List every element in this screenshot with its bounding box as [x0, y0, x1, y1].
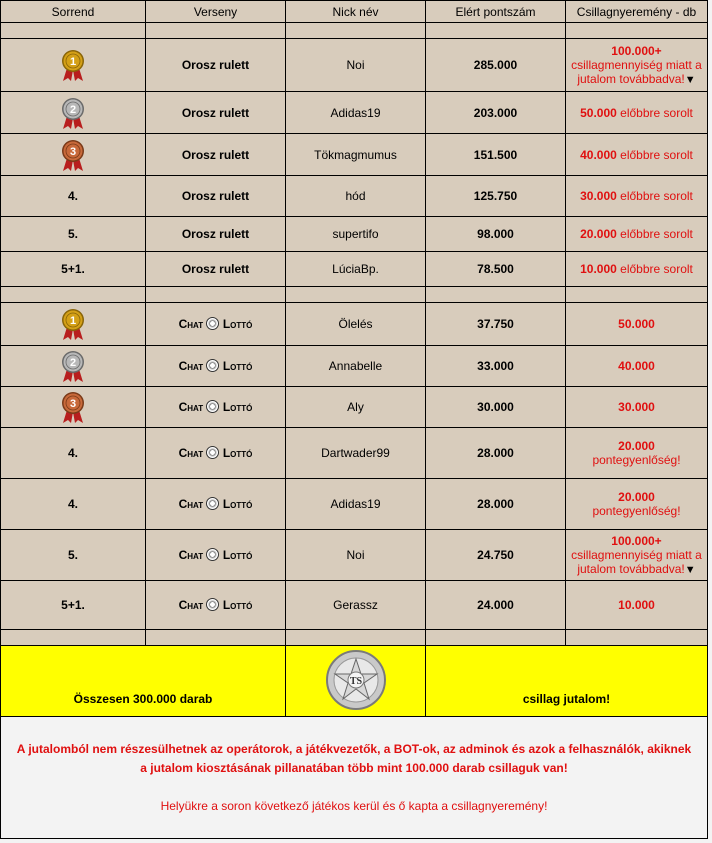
prize-amount: 20.000 — [580, 227, 617, 241]
svg-text:1: 1 — [69, 56, 77, 68]
prize-note: pontegyenlőség! — [592, 453, 681, 467]
prize-amount: 50.000 — [580, 105, 617, 120]
rank-cell — [1, 176, 146, 217]
prize-amount: 30.000 — [618, 400, 655, 414]
table-row — [1, 428, 708, 479]
rank-cell — [1, 303, 146, 346]
table-row — [1, 217, 708, 252]
prize-amount: 40.000 — [580, 147, 617, 162]
score-value: 33.000 — [477, 359, 514, 373]
score-value: 285.000 — [473, 58, 518, 72]
contest-name: Orosz rulett — [181, 262, 250, 276]
prize-note: csillagmennyiség miatt a jutalom továbbadva! — [571, 548, 702, 576]
prize-amount: 10.000 — [580, 262, 617, 276]
contest-name: Chat Lottó — [178, 548, 253, 562]
contest-cell — [146, 387, 286, 428]
rank-cell — [1, 252, 146, 287]
arrow-down-icon: ▼ — [684, 564, 696, 576]
rank-cell — [1, 387, 146, 428]
score-cell — [426, 39, 566, 92]
score-cell — [426, 176, 566, 217]
nick-name: Ölelés — [338, 317, 373, 331]
header-prize: Csillagnyeremény - db — [566, 1, 708, 23]
nick-cell — [286, 303, 426, 346]
rank-label: 5+1. — [61, 262, 85, 276]
prize-amount: 40.000 — [618, 359, 655, 373]
contest-cell — [146, 428, 286, 479]
contest-name: Chat Lottó — [178, 317, 253, 331]
contest-name: Chat Lottó — [178, 359, 253, 373]
nick-name: supertifo — [332, 227, 379, 241]
nick-cell — [286, 217, 426, 252]
spacer-row-middle — [1, 287, 708, 303]
gold-medal-icon — [58, 307, 88, 341]
nick-cell — [286, 134, 426, 176]
table-row — [1, 581, 708, 630]
rank-cell — [1, 581, 146, 630]
nick-name: Aly — [347, 400, 364, 414]
contest-name: Chat Lottó — [178, 497, 253, 511]
arrow-down-icon: ▼ — [684, 74, 696, 86]
score-value: 203.000 — [473, 105, 518, 120]
rank-label: 5+1. — [61, 598, 85, 612]
contest-name: Chat Lottó — [178, 598, 253, 612]
score-value: 78.500 — [477, 262, 514, 276]
score-cell — [426, 530, 566, 581]
prize-cell — [566, 479, 708, 530]
header-rank: Sorrend — [1, 1, 146, 23]
nick-name: Adidas19 — [330, 105, 381, 120]
score-cell — [426, 479, 566, 530]
table-row — [1, 176, 708, 217]
prize-cell — [566, 39, 708, 92]
table-row — [1, 346, 708, 387]
score-cell — [426, 134, 566, 176]
prize-amount: 20.000 — [618, 439, 655, 453]
silver-medal-icon — [58, 349, 88, 383]
nick-name: Noi — [346, 548, 365, 562]
score-cell — [426, 428, 566, 479]
rank-cell — [1, 39, 146, 92]
contest-cell — [146, 479, 286, 530]
contest-cell — [146, 92, 286, 134]
rank-cell — [1, 217, 146, 252]
score-cell — [426, 303, 566, 346]
contest-name: Orosz rulett — [181, 227, 250, 241]
score-cell — [426, 217, 566, 252]
score-value: 28.000 — [477, 446, 514, 460]
table-row — [1, 387, 708, 428]
score-value: 125.750 — [473, 189, 518, 203]
score-value: 37.750 — [477, 317, 514, 331]
prize-cell — [566, 176, 708, 217]
rules-note — [1, 717, 708, 839]
nick-cell — [286, 479, 426, 530]
nick-name: Adidas19 — [330, 497, 381, 511]
score-value: 30.000 — [477, 400, 514, 414]
score-cell — [426, 387, 566, 428]
rank-label: 4. — [67, 189, 78, 203]
gold-medal-icon — [58, 48, 88, 82]
header-nick: Nick név — [286, 1, 426, 23]
spacer-row-top — [1, 23, 708, 39]
silver-medal-icon — [58, 96, 88, 130]
prize-note: csillagmennyiség miatt a jutalom továbbadva! — [571, 58, 702, 86]
prize-cell — [566, 581, 708, 630]
nick-name: Noi — [346, 58, 365, 72]
contest-name: Chat Lottó — [178, 446, 253, 460]
contest-cell — [146, 303, 286, 346]
table-row — [1, 92, 708, 134]
svg-text:3: 3 — [69, 398, 77, 410]
nick-name: LúciaBp. — [332, 262, 379, 276]
contest-name: Orosz rulett — [181, 147, 250, 162]
nick-cell — [286, 581, 426, 630]
header-score: Elért pontszám — [426, 1, 566, 23]
lottery-ball-icon — [206, 446, 219, 459]
prize-cell — [566, 217, 708, 252]
rank-cell — [1, 530, 146, 581]
score-value: 24.000 — [477, 598, 514, 612]
prize-note: előbbre sorolt — [620, 189, 693, 203]
prize-amount: 10.000 — [618, 598, 655, 612]
rank-cell — [1, 428, 146, 479]
svg-text:1: 1 — [69, 315, 77, 327]
lottery-ball-icon — [206, 400, 219, 413]
rule-line-3: Helyükre a soron következő játékos kerül és ő kapta a csillagnyeremény! — [160, 798, 548, 813]
contest-cell — [146, 217, 286, 252]
nick-cell — [286, 176, 426, 217]
table-row — [1, 530, 708, 581]
contest-cell — [146, 176, 286, 217]
nick-cell — [286, 387, 426, 428]
prize-amount: 20.000 — [618, 490, 655, 504]
score-cell — [426, 252, 566, 287]
prize-cell — [566, 530, 708, 581]
prize-amount: 100.000+ — [611, 534, 662, 548]
table-row — [1, 134, 708, 176]
nick-name: Annabelle — [328, 359, 383, 373]
prize-note: előbbre sorolt — [620, 147, 693, 162]
total-right-text: csillag jutalom! — [522, 692, 611, 706]
star-badge-logo — [325, 649, 387, 711]
total-left-text: Összesen 300.000 darab — [73, 692, 213, 706]
lottery-ball-icon — [206, 598, 219, 611]
rank-label: 4. — [67, 497, 78, 511]
logo-letters: TS — [349, 675, 362, 687]
score-cell — [426, 581, 566, 630]
logo-cell — [286, 646, 426, 717]
note-row — [1, 717, 708, 839]
nick-name: Gerassz — [333, 598, 378, 612]
contest-cell — [146, 252, 286, 287]
bronze-medal-icon — [58, 138, 88, 172]
lottery-ball-icon — [206, 317, 219, 330]
rule-line-1: A jutalomból nem részesülhetnek az operátorok, a játékvezetők, a BOT-ok, az adminok és azok a felhasználók, akiknek — [16, 741, 692, 756]
spacer-row-bottom — [1, 630, 708, 646]
contest-name: Orosz rulett — [181, 189, 250, 203]
rank-label: 5. — [67, 227, 78, 241]
rank-cell — [1, 134, 146, 176]
score-value: 24.750 — [477, 548, 514, 562]
prize-amount: 50.000 — [618, 317, 655, 331]
table-row — [1, 252, 708, 287]
prize-cell — [566, 92, 708, 134]
lottery-ball-icon — [206, 548, 219, 561]
score-value: 28.000 — [477, 497, 514, 511]
rank-cell — [1, 479, 146, 530]
svg-text:2: 2 — [69, 103, 77, 116]
contest-name: Orosz rulett — [181, 105, 250, 120]
nick-cell — [286, 252, 426, 287]
prize-cell — [566, 134, 708, 176]
nick-cell — [286, 39, 426, 92]
nick-name: Dartwader99 — [321, 446, 390, 460]
prize-note: pontegyenlőség! — [592, 504, 681, 518]
lottery-ball-icon — [206, 497, 219, 510]
nick-cell — [286, 346, 426, 387]
table-row — [1, 479, 708, 530]
prize-cell — [566, 303, 708, 346]
table-row — [1, 303, 708, 346]
rank-label: 5. — [67, 548, 78, 562]
rank-cell — [1, 346, 146, 387]
svg-text:3: 3 — [69, 145, 77, 158]
prize-note: előbbre sorolt — [620, 262, 693, 276]
nick-name: hód — [345, 189, 366, 203]
prize-note: előbbre sorolt — [620, 227, 693, 241]
contest-name: Chat Lottó — [178, 400, 253, 414]
contest-name: Orosz rulett — [181, 58, 250, 72]
contest-cell — [146, 581, 286, 630]
rule-line-2: a jutalom kiosztásának pillanatában több mint 100.000 darab csillaguk van! — [140, 760, 568, 775]
score-value: 98.000 — [477, 227, 514, 241]
rank-cell — [1, 92, 146, 134]
score-value: 151.500 — [473, 147, 518, 162]
score-cell — [426, 346, 566, 387]
prize-amount: 100.000+ — [611, 44, 662, 58]
prize-note: előbbre sorolt — [620, 105, 693, 120]
rank-label: 4. — [67, 446, 78, 460]
prize-cell — [566, 252, 708, 287]
contest-cell — [146, 346, 286, 387]
nick-cell — [286, 92, 426, 134]
header-row — [1, 1, 708, 23]
contest-cell — [146, 134, 286, 176]
prize-cell — [566, 428, 708, 479]
lottery-ball-icon — [206, 359, 219, 372]
score-cell — [426, 92, 566, 134]
nick-cell — [286, 530, 426, 581]
contest-cell — [146, 39, 286, 92]
nick-name: Tökmagmumus — [314, 147, 397, 162]
table-row — [1, 39, 708, 92]
bronze-medal-icon — [58, 390, 88, 424]
prize-amount: 30.000 — [580, 189, 617, 203]
nick-cell — [286, 428, 426, 479]
header-contest: Verseny — [146, 1, 286, 23]
prize-cell — [566, 346, 708, 387]
total-row — [1, 646, 708, 717]
svg-text:2: 2 — [69, 357, 77, 369]
prize-cell — [566, 387, 708, 428]
contest-cell — [146, 530, 286, 581]
